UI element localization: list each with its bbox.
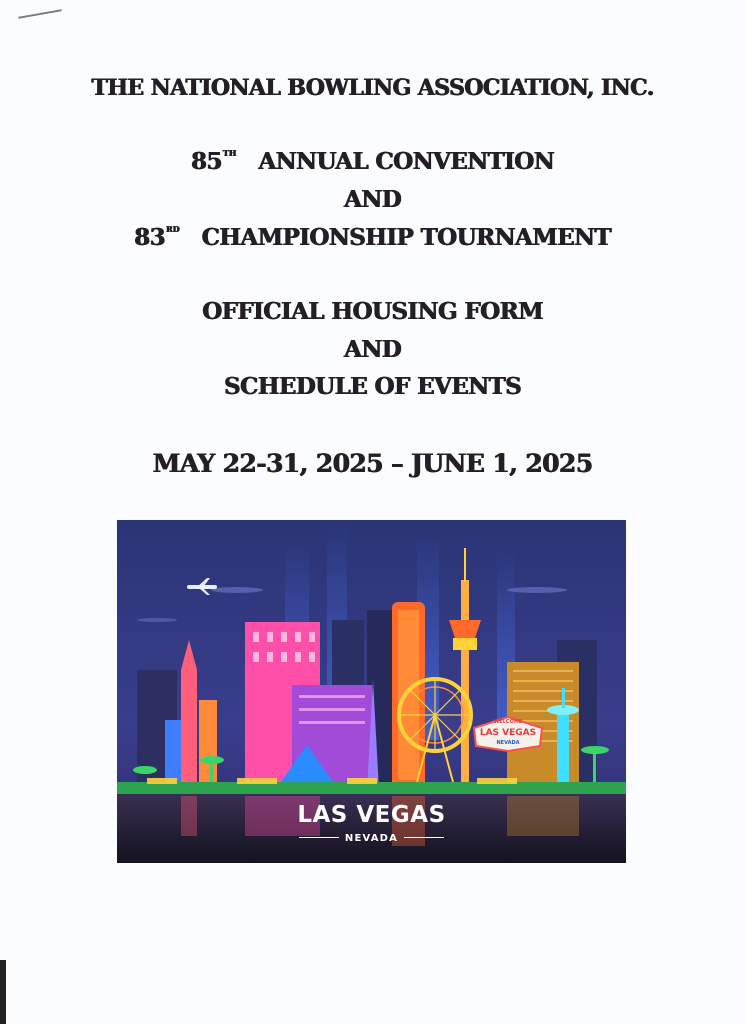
and-line-2: [0, 336, 745, 363]
tournament-number: 83: [134, 224, 165, 251]
event-dates: [0, 449, 745, 478]
pen-mark: [18, 9, 62, 19]
convention-text: ANNUAL CONVENTION: [258, 148, 555, 175]
image-caption-subtitle: [117, 833, 626, 844]
image-caption-subtitle-text: NEVADA: [344, 833, 399, 844]
tournament-ordinal: RD: [165, 224, 180, 234]
convention-line: [0, 148, 745, 175]
schedule-title-text: SCHEDULE OF EVENTS: [223, 373, 522, 400]
organization-title-text: THE NATIONAL BOWLING ASSOCIATION, INC.: [91, 75, 654, 101]
scan-edge: [0, 960, 6, 1024]
las-vegas-skyline-image: [117, 520, 626, 863]
tournament-line: [0, 224, 745, 251]
tournament-text: CHAMPIONSHIP TOURNAMENT: [201, 224, 611, 251]
image-caption-title: LAS VEGAS: [297, 802, 446, 828]
schedule-title: [0, 373, 745, 400]
event-dates-text: MAY 22-31, 2025 – JUNE 1, 2025: [152, 449, 593, 478]
convention-number: 85: [190, 148, 222, 175]
housing-form-title: [0, 298, 745, 325]
and-text-1: AND: [343, 186, 401, 213]
housing-form-title-text: OFFICIAL HOUSING FORM: [202, 298, 543, 325]
and-line-1: [0, 186, 745, 213]
organization-title: [0, 75, 745, 101]
welcome-sign-top: WELCOME: [493, 719, 523, 725]
welcome-sign: [473, 716, 543, 752]
and-text-2: AND: [343, 336, 401, 363]
welcome-sign-bottom: NEVADA: [496, 740, 520, 746]
convention-ordinal: TH: [222, 148, 237, 158]
welcome-sign-main: LAS VEGAS: [479, 728, 537, 738]
